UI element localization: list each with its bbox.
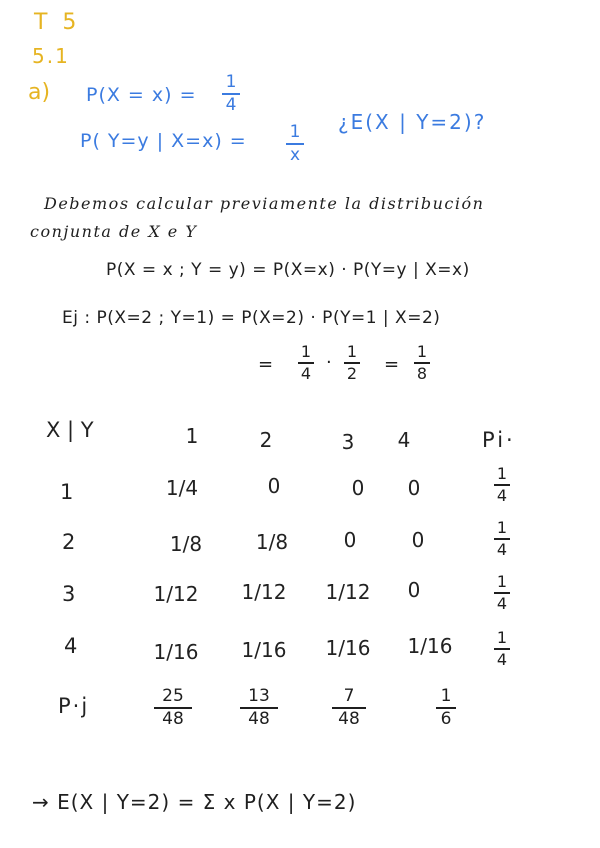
fraction-numerator: 1 <box>496 572 508 591</box>
fraction-denominator: 2 <box>346 363 358 383</box>
fraction-denominator: 8 <box>416 363 428 383</box>
explanation-line-2: conjunta de X e Y <box>30 222 198 241</box>
table-cell: 0 <box>411 528 425 552</box>
example-equals-2: = <box>384 354 400 375</box>
part-label: a) <box>28 80 51 105</box>
table-cell: 1/12 <box>153 582 199 606</box>
fraction-numerator: 1 <box>496 464 508 483</box>
fraction-denominator: x <box>289 144 301 165</box>
example-formula: Ej : P(X=2 ; Y=1) = P(X=2) · P(Y=1 | X=2) <box>62 308 441 328</box>
column-header-y1: 1 <box>185 424 199 448</box>
table-cell: 0 <box>343 528 357 552</box>
fraction-denominator: 48 <box>162 708 184 729</box>
row-header-pj: P·j <box>58 694 90 718</box>
fraction-denominator: 48 <box>248 708 270 729</box>
column-3-marginal <box>332 688 366 728</box>
row-header-x4: 4 <box>64 634 78 658</box>
table-cell: 1/12 <box>325 580 371 604</box>
conditional-expectation-formula: → E(X | Y=2) = Σ x P(X | Y=2) <box>32 790 357 814</box>
example-fraction-2 <box>344 344 360 382</box>
fraction-numerator: 1 <box>289 122 301 142</box>
table-cell: 0 <box>351 476 365 500</box>
table-cell: 0 <box>407 578 421 602</box>
example-dot: · <box>326 352 332 373</box>
marginal-x-equation: P(X = x) = <box>86 84 197 106</box>
column-header-y4: 4 <box>397 428 411 452</box>
topic-heading: T 5 <box>34 10 81 35</box>
fraction-numerator: 1 <box>346 342 358 361</box>
fraction-denominator: 6 <box>440 708 452 729</box>
exercise-number: 5.1 <box>32 44 70 68</box>
column-header-y2: 2 <box>259 428 273 452</box>
table-cell: 1/16 <box>325 636 371 660</box>
fraction-numerator: 25 <box>162 686 184 706</box>
column-1-marginal <box>154 688 192 728</box>
marginal-x-fraction <box>222 74 240 114</box>
fraction-numerator: 1 <box>300 342 312 361</box>
table-cell: 1/16 <box>153 640 199 664</box>
row-header-x2: 2 <box>62 530 76 554</box>
row-1-marginal <box>494 466 510 504</box>
row-4-marginal <box>494 630 510 668</box>
column-header-y3: 3 <box>341 430 355 454</box>
table-cell: 0 <box>267 474 281 498</box>
row-3-marginal <box>494 574 510 612</box>
fraction-denominator: 48 <box>338 708 360 729</box>
table-cell: 1/12 <box>241 580 287 604</box>
explanation-line-1: Debemos calcular previamente la distribución <box>44 194 485 213</box>
column-2-marginal <box>240 688 278 728</box>
column-4-marginal <box>436 688 456 728</box>
fraction-numerator: 1 <box>496 518 508 537</box>
conditional-equation: P( Y=y | X=x) = <box>80 130 247 152</box>
fraction-denominator: 4 <box>496 539 508 559</box>
row-header-x3: 3 <box>62 582 76 606</box>
example-equals: = <box>258 354 274 375</box>
fraction-denominator: 4 <box>225 94 237 115</box>
column-header-pi: Pi· <box>482 428 516 452</box>
conditional-fraction <box>286 124 304 164</box>
row-header-x1: 1 <box>60 480 74 504</box>
example-fraction-3 <box>414 344 430 382</box>
fraction-denominator: 4 <box>496 649 508 669</box>
fraction-numerator: 1 <box>440 686 452 706</box>
table-cell: 1/16 <box>241 638 287 662</box>
table-cell: 1/8 <box>255 530 289 554</box>
table-corner-label: X | Y <box>46 418 94 442</box>
joint-distribution-formula: P(X = x ; Y = y) = P(X=x) · P(Y=y | X=x) <box>106 260 470 280</box>
example-fraction-1 <box>298 344 314 382</box>
fraction-numerator: 1 <box>416 342 428 361</box>
fraction-denominator: 4 <box>300 363 312 383</box>
fraction-numerator: 13 <box>248 686 270 706</box>
table-cell: 1/16 <box>407 634 453 658</box>
fraction-denominator: 4 <box>496 593 508 613</box>
table-cell: 1/4 <box>165 476 199 500</box>
question-expected-value: ¿E(X | Y=2)? <box>338 110 487 134</box>
row-2-marginal <box>494 520 510 558</box>
fraction-numerator: 1 <box>496 628 508 647</box>
fraction-numerator: 7 <box>343 686 355 706</box>
fraction-numerator: 1 <box>225 72 237 92</box>
fraction-denominator: 4 <box>496 485 508 505</box>
table-cell: 0 <box>407 476 421 500</box>
table-cell: 1/8 <box>169 532 203 556</box>
